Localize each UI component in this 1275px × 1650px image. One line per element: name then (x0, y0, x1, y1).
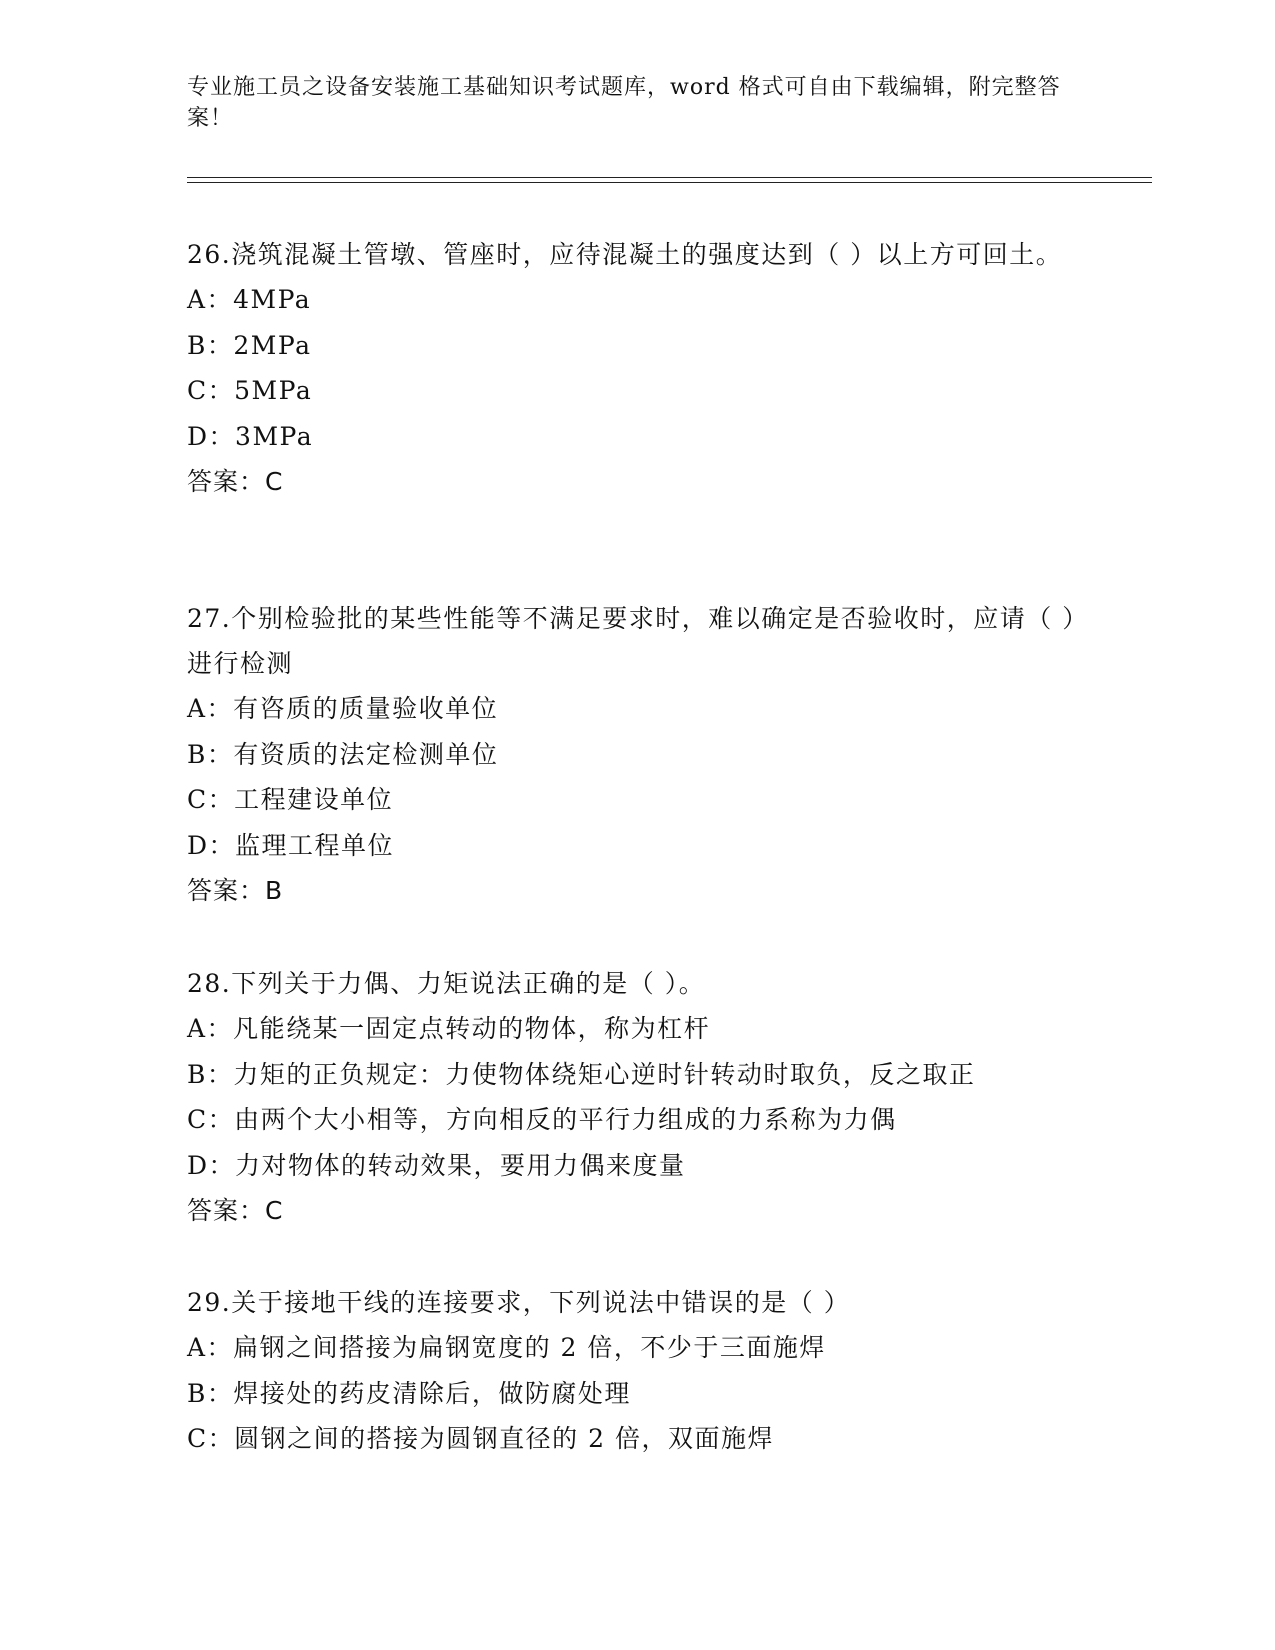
option-label: D： (187, 421, 236, 451)
option-b (187, 732, 1087, 778)
question-stem: 29.关于接地干线的连接要求，下列说法中错误的是（ ） (187, 1288, 851, 1317)
option-label: A： (187, 694, 234, 723)
option-label: B： (187, 1059, 234, 1089)
option-label: B： (187, 739, 234, 769)
header-rule-bottom (187, 182, 1152, 183)
option-label: C： (187, 785, 235, 814)
question-26 (187, 232, 1087, 505)
question-stem: 27.个别检验批的某些性能等不满足要求时，难以确定是否验收时，应请（ ）进行检测 (187, 604, 1077, 678)
option-text: 有咨质的质量验收单位 (233, 694, 499, 723)
option-text: 2MPa (233, 330, 312, 360)
option-c (187, 368, 1087, 414)
option-label: C： (187, 1105, 235, 1134)
option-text: 3MPa (235, 421, 314, 451)
option-c (187, 777, 1087, 823)
option-text: 由两个大小相等，方向相反的平行力组成的力系称为力偶 (234, 1105, 897, 1134)
question-28 (187, 961, 1087, 1234)
document-header: 专业施工员之设备安装施工基础知识考试题库，word 格式可自由下载编辑，附完整答案！ (187, 75, 1061, 131)
option-label: D： (187, 830, 236, 860)
option-label: B： (187, 330, 234, 360)
option-text: 4MPa (233, 285, 312, 314)
question-stem: 26.浇筑混凝土管墩、管座时，应待混凝土的强度达到（ ）以上方可回土。 (187, 240, 1063, 269)
option-b (187, 1052, 1087, 1098)
option-c (187, 1097, 1087, 1143)
option-label: D： (187, 1150, 236, 1180)
answer-line: 答案：C (187, 467, 284, 496)
option-text: 凡能绕某一固定点转动的物体，称为杠杆 (233, 1014, 711, 1043)
option-label: A： (187, 285, 234, 314)
option-text: 力矩的正负规定：力使物体绕矩心逆时针转动时取负，反之取正 (233, 1059, 976, 1089)
question-stem: 28.下列关于力偶、力矩说法正确的是（ ）。 (187, 969, 706, 998)
option-label: A： (187, 1333, 234, 1362)
option-a (187, 686, 1087, 732)
option-label: A： (187, 1014, 234, 1043)
option-text: 有资质的法定检测单位 (233, 739, 499, 769)
option-b (187, 1371, 1087, 1417)
option-d (187, 1143, 1087, 1189)
option-a (187, 277, 1087, 323)
option-text: 监理工程单位 (235, 830, 395, 860)
option-text: 焊接处的药皮清除后，做防腐处理 (233, 1378, 631, 1408)
option-text: 工程建设单位 (234, 785, 394, 814)
option-b (187, 323, 1087, 369)
option-text: 圆钢之间的搭接为圆钢直径的 2 倍，双面施焊 (234, 1424, 774, 1453)
option-text: 力对物体的转动效果，要用力偶来度量 (235, 1150, 686, 1180)
header-rule-top (187, 177, 1152, 178)
option-label: C： (187, 1424, 235, 1453)
option-d (187, 414, 1087, 460)
option-text: 扁钢之间搭接为扁钢宽度的 2 倍，不少于三面施焊 (233, 1333, 826, 1362)
question-27 (187, 596, 1087, 914)
option-label: B： (187, 1378, 234, 1408)
question-29 (187, 1280, 1087, 1462)
answer-line: 答案：C (187, 1196, 284, 1225)
option-a (187, 1006, 1087, 1052)
option-a (187, 1325, 1087, 1371)
answer-line: 答案：B (187, 876, 284, 905)
option-d (187, 823, 1087, 869)
option-label: C： (187, 376, 235, 405)
option-c (187, 1416, 1087, 1462)
option-text: 5MPa (234, 376, 313, 405)
